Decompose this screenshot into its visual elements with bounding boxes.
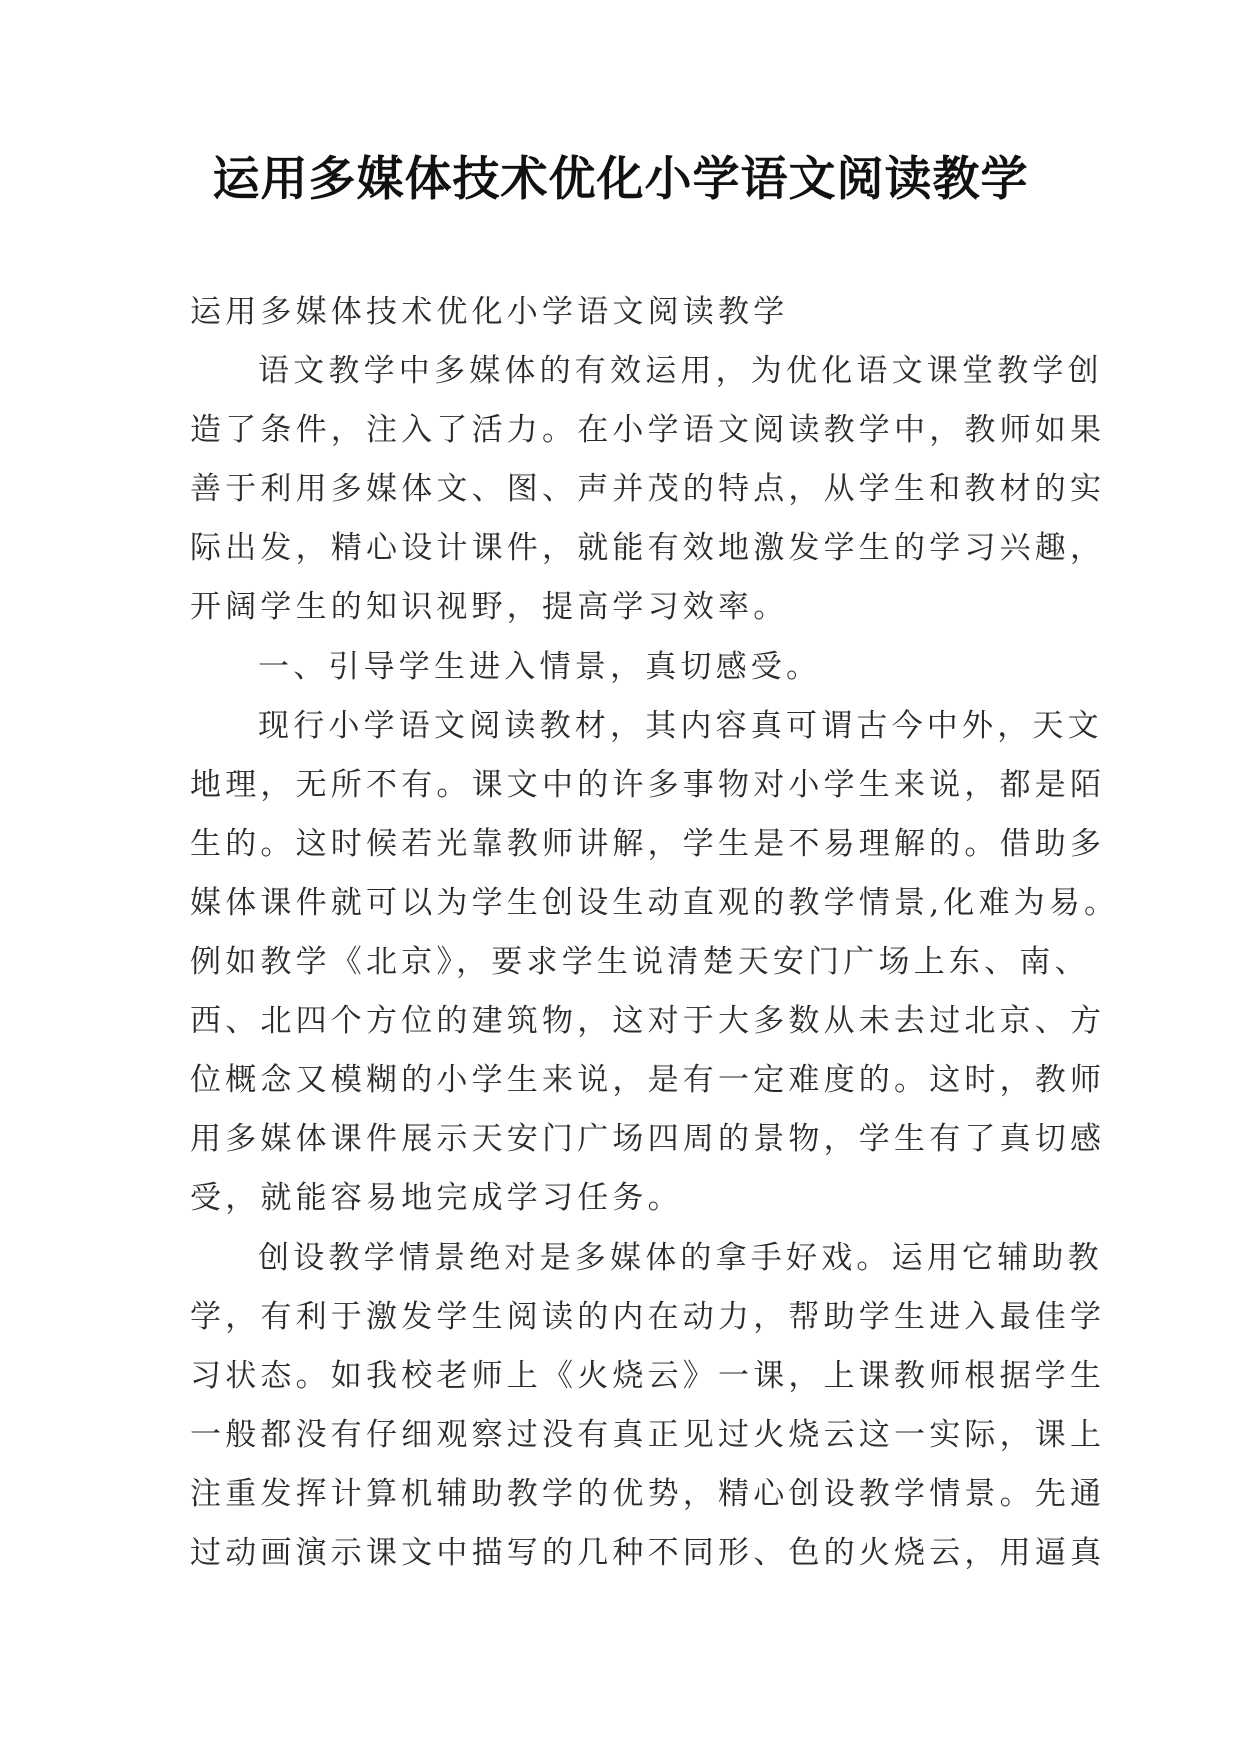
- text-line: 学，有利于激发学生阅读的内在动力，帮助学生进入最佳学: [190, 1298, 1106, 1335]
- text-line: 现行小学语文阅读教材，其内容真可谓古今中外，天文: [258, 707, 1103, 744]
- text-line: 受，就能容易地完成学习任务。: [190, 1180, 683, 1217]
- text-line: 过动画演示课文中描写的几种不同形、色的火烧云，用逼真: [190, 1534, 1106, 1571]
- text-line: 际出发，精心设计课件，就能有效地激发学生的学习兴趣，: [190, 530, 1106, 567]
- text-line: 生的。这时候若光靠教师讲解，学生是不易理解的。借助多: [190, 825, 1106, 862]
- text-line: 运用多媒体技术优化小学语文阅读教学: [190, 294, 789, 330]
- text-line: 语文教学中多媒体的有效运用，为优化语文课堂教学创: [258, 353, 1103, 390]
- text-line: 位概念又模糊的小学生来说，是有一定难度的。这时，教师: [190, 1062, 1106, 1099]
- text-line: 创设教学情景绝对是多媒体的拿手好戏。运用它辅助教: [258, 1239, 1103, 1276]
- document-body: [190, 283, 1120, 1583]
- text-line: 用多媒体课件展示天安门广场四周的景物，学生有了真切感: [190, 1121, 1106, 1158]
- text-line: 媒体课件就可以为学生创设生动直观的教学情景,化难为易。: [190, 884, 1120, 921]
- text-line: 开阔学生的知识视野，提高学习效率。: [190, 589, 789, 626]
- text-line: 一、引导学生进入情景，真切感受。: [258, 648, 822, 685]
- text-line: 造了条件，注入了活力。在小学语文阅读教学中，教师如果: [190, 412, 1106, 449]
- document-title: 运用多媒体技术优化小学语文阅读教学: [212, 152, 1029, 207]
- text-line: 西、北四个方位的建筑物，这对于大多数从未去过北京、方: [190, 1003, 1106, 1040]
- text-line: 习状态。如我校老师上《火烧云》一课，上课教师根据学生: [190, 1357, 1106, 1394]
- text-line: 善于利用多媒体文、图、声并茂的特点，从学生和教材的实: [190, 471, 1106, 508]
- text-line: 注重发挥计算机辅助教学的优势，精心创设教学情景。先通: [190, 1475, 1106, 1512]
- text-line: 一般都没有仔细观察过没有真正见过火烧云这一实际，课上: [190, 1416, 1106, 1453]
- text-line: 例如教学《北京》，要求学生说清楚天安门广场上东、南、: [190, 944, 1090, 981]
- text-line: 地理，无所不有。课文中的许多事物对小学生来说，都是陌: [190, 766, 1106, 803]
